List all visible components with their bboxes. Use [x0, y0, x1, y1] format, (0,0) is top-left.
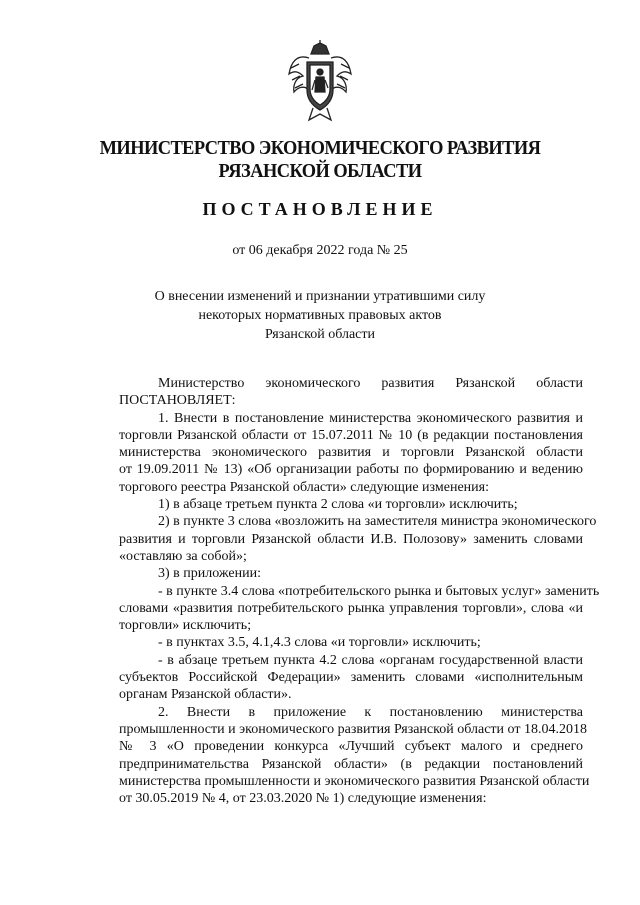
document-body — [119, 375, 600, 807]
subject-line: Рязанской области — [264, 327, 376, 342]
body-text-line: словами «развития потребительского рынка управления торговли», слова «и — [119, 600, 583, 616]
body-text-line: субъектов Российской Федерации» заменить словами «исполнительным — [119, 670, 583, 686]
subject-line: некоторых нормативных правовых актов — [198, 308, 442, 323]
body-text-line: ПОСТАНОВЛЯЕТ: — [119, 393, 236, 409]
body-text-line: - в пункте 3.4 слова «потребительского рынка и бытовых услуг» заменить — [158, 583, 600, 599]
body-text-line: от 19.09.2011 № 13) «Об организации работы по формированию и ведению — [119, 462, 583, 478]
body-text-line: 1) в абзаце третьем пункта 2 слова «и торговли» исключить; — [158, 497, 518, 513]
body-text-line: 2) в пункте 3 слова «возложить на заместителя министра экономического — [158, 514, 597, 530]
body-text-line: развития и торговли Рязанской области И.В. Полозову» заменить словами — [119, 531, 583, 547]
subject-line: О внесении изменений и признании утратившими силу — [154, 289, 486, 304]
body-text-line: 1. Внести в постановление министерства экономического развития и — [158, 410, 583, 426]
document-type-title: ПОСТАНОВЛЕНИЕ — [202, 199, 438, 219]
body-text-line: № 3 «О проведении конкурса «Лучший субъект малого и среднего — [119, 739, 583, 755]
body-text-line: предпринимательства Рязанской области» (в редакции постановлений — [119, 756, 583, 772]
body-text-line: торгового реестра Рязанской области» следующие изменения: — [119, 479, 489, 495]
body-text-line: «оставляю за собой»; — [119, 548, 247, 564]
body-text-line: торговли Рязанской области от 15.07.2011 № 10 (в редакции постановления — [119, 427, 583, 443]
ministry-name-line2: РЯЗАНСКОЙ ОБЛАСТИ — [218, 160, 422, 182]
document-subject — [0, 287, 640, 344]
body-text-line: от 30.05.2019 № 4, от 23.03.2020 № 1) следующие изменения: — [119, 791, 487, 807]
body-text-line: министерства промышленности и экономического развития Рязанской области — [119, 773, 590, 789]
body-text-line: 3) в приложении: — [158, 566, 261, 582]
document-date: от 06 декабря 2022 года № 25 — [232, 243, 408, 258]
body-text-line: Министерство экономического развития Рязанской области — [158, 376, 583, 391]
body-text-line: торговли» исключить; — [119, 618, 252, 634]
ministry-name-line1: МИНИСТЕРСТВО ЭКОНОМИЧЕСКОГО РАЗВИТИЯ — [99, 137, 541, 159]
body-text-line: 2. Внести в приложение к постановлению министерства — [158, 704, 583, 720]
coat-of-arms-emblem — [285, 40, 355, 122]
body-text-line: органам Рязанской области». — [119, 687, 292, 703]
body-text-line: - в абзаце третьем пункта 4.2 слова «органам государственной власти — [158, 652, 583, 668]
body-text-line: - в пунктах 3.5, 4.1,4.3 слова «и торговли» исключить; — [158, 635, 481, 651]
body-text-line: промышленности и экономического развития Рязанской области от 18.04.2018 — [119, 721, 587, 737]
body-text-line: министерства экономического развития и торговли Рязанской области — [119, 445, 583, 461]
